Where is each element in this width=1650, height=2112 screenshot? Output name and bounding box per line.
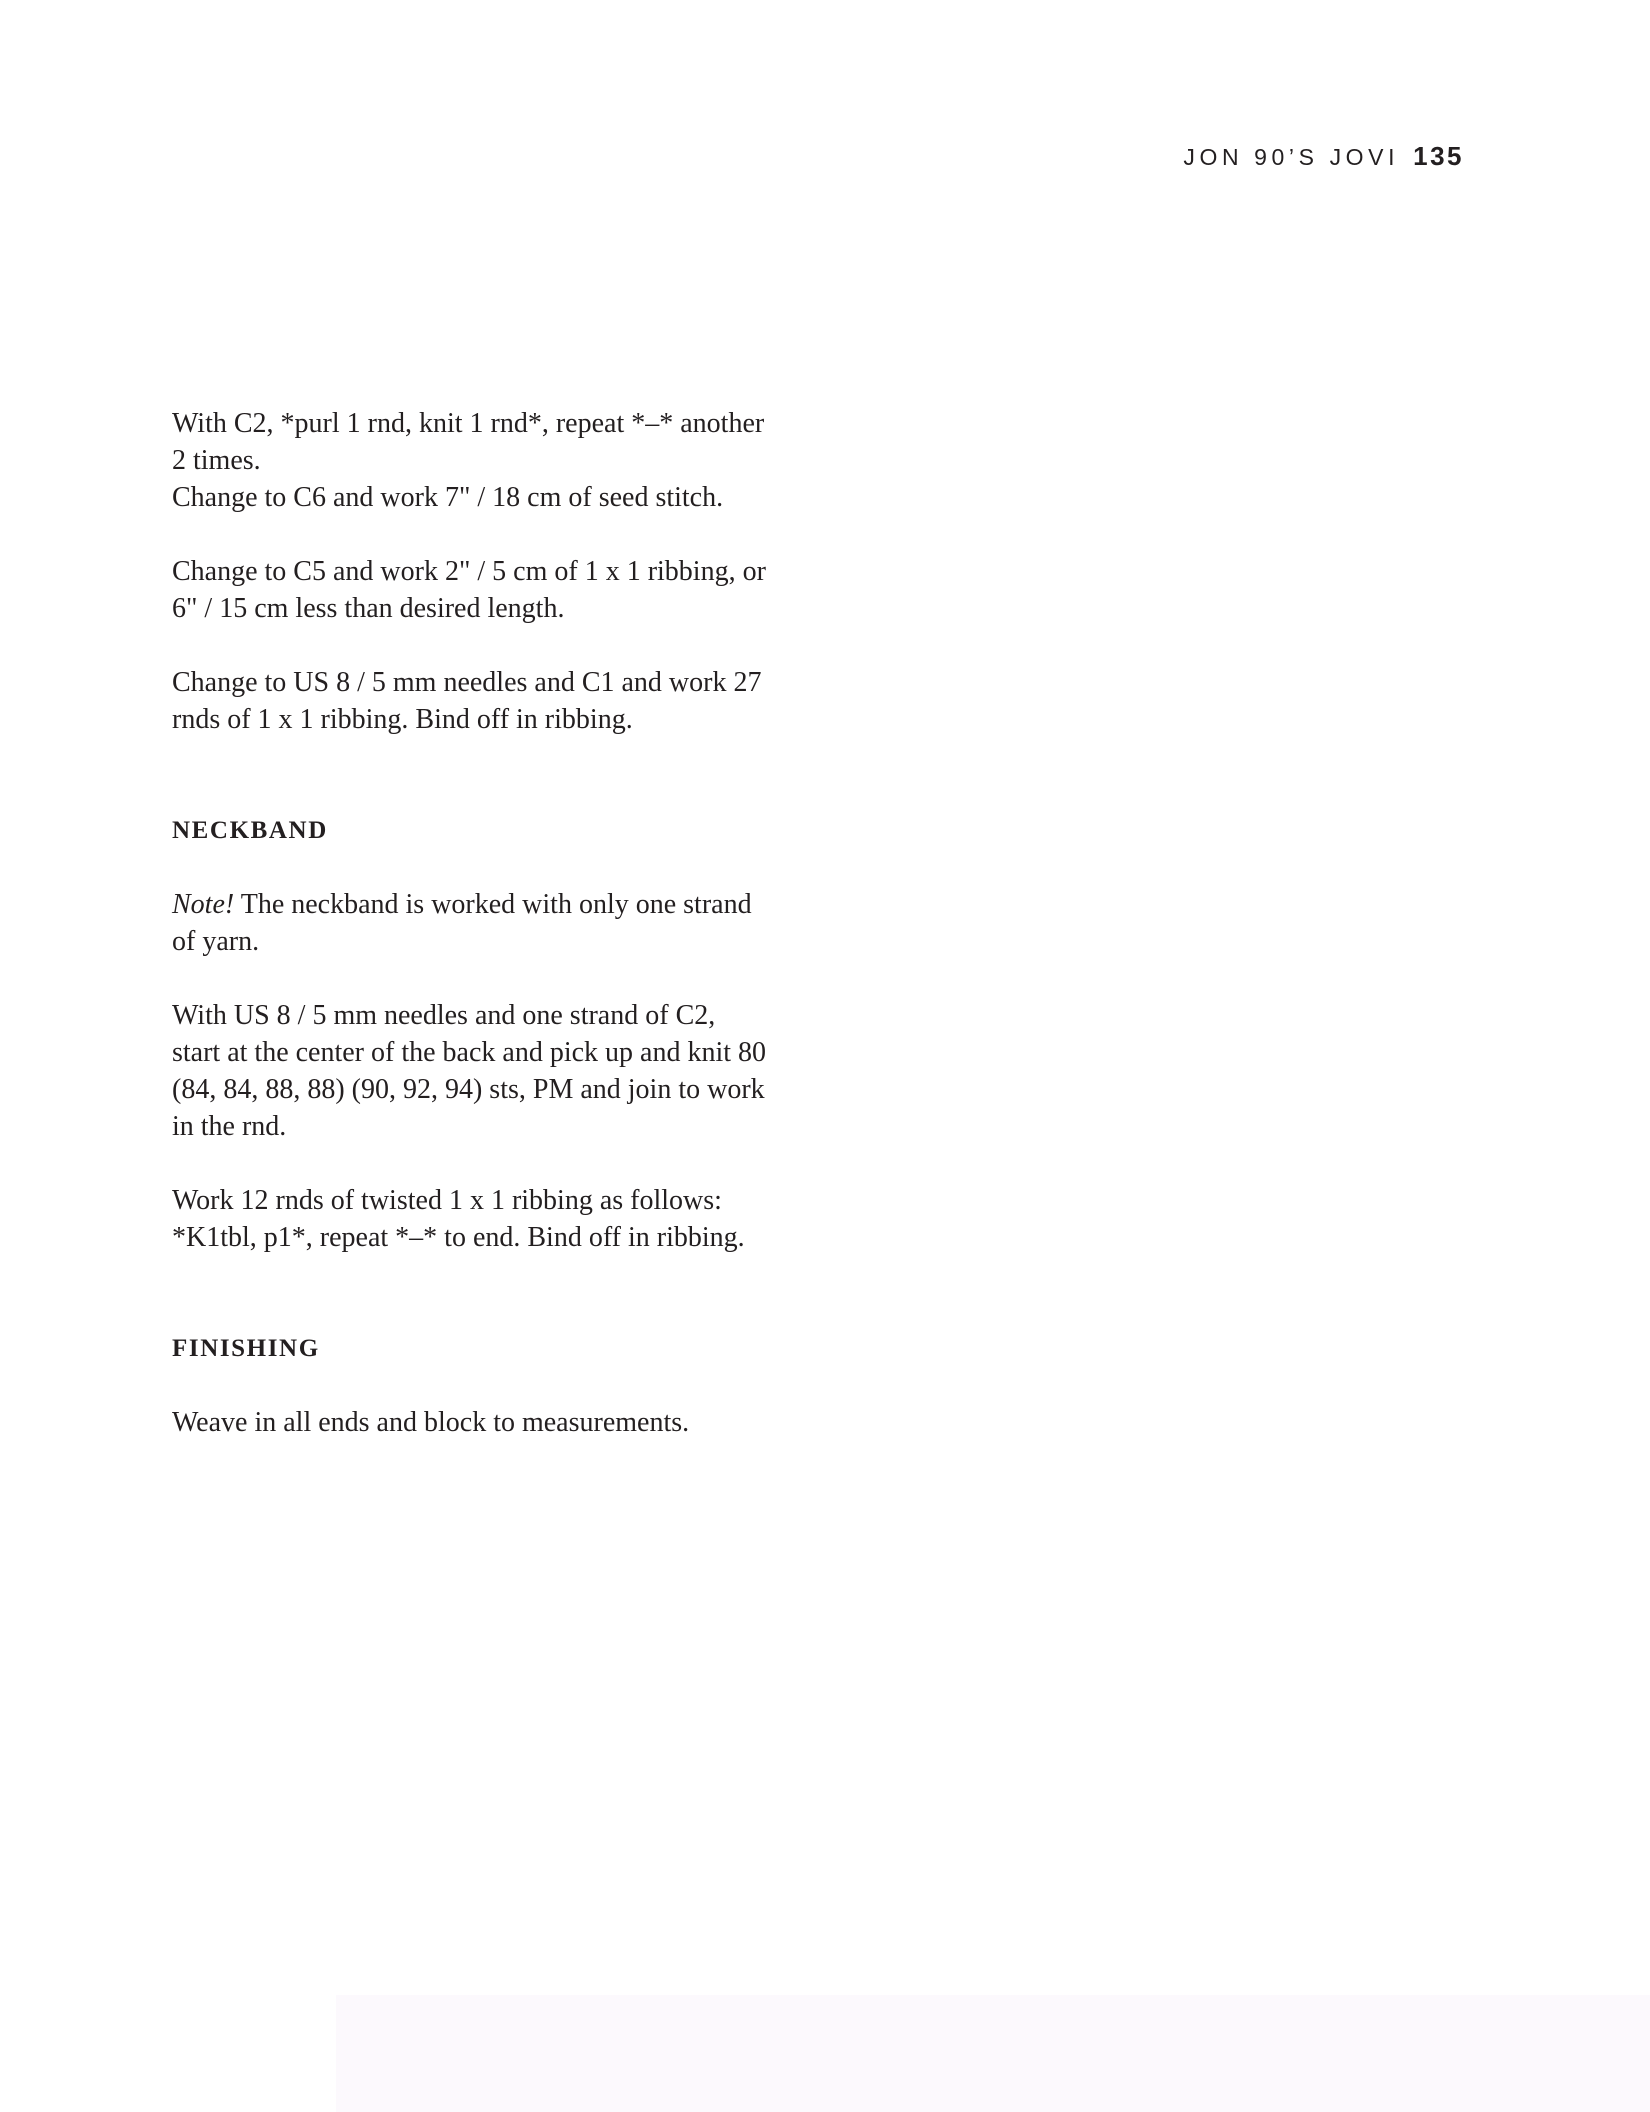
note-label: Note! <box>172 889 235 920</box>
text-line: Work 12 rnds of twisted 1 x 1 ribbing as follows: <box>172 1185 722 1216</box>
section-heading-finishing: FINISHING <box>172 1335 320 1362</box>
text-line: 2 times. <box>172 445 261 476</box>
neckband-note <box>172 886 812 960</box>
text-line: rnds of 1 x 1 ribbing. Bind off in ribbing. <box>172 704 633 735</box>
paragraph <box>172 997 812 1145</box>
text-line: With US 8 / 5 mm needles and one strand of C2, <box>172 1000 716 1031</box>
bottom-tint-band <box>336 1995 1650 2112</box>
paragraph <box>172 1404 812 1441</box>
running-header <box>1183 140 1464 177</box>
text-line: Weave in all ends and block to measurements. <box>172 1407 690 1438</box>
paragraph <box>172 664 812 738</box>
text-line: Change to C6 and work 7" / 18 cm of seed stitch. <box>172 482 724 513</box>
text-line <box>172 886 812 923</box>
text-line: 6" / 15 cm less than desired length. <box>172 593 565 624</box>
paragraph <box>172 405 812 516</box>
text-line: (84, 84, 88, 88) (90, 92, 94) sts, PM and join to work <box>172 1074 765 1105</box>
text-line: With C2, *purl 1 rnd, knit 1 rnd*, repeat *–* another <box>172 408 765 439</box>
text-line: of yarn. <box>172 926 260 957</box>
text-line: start at the center of the back and pick up and knit 80 <box>172 1037 767 1068</box>
text-line: in the rnd. <box>172 1111 287 1142</box>
text-line: Change to US 8 / 5 mm needles and C1 and work 27 <box>172 667 762 698</box>
section-heading-neckband: NECKBAND <box>172 817 328 844</box>
text-line: Change to C5 and work 2" / 5 cm of 1 x 1 ribbing, or <box>172 556 766 587</box>
paragraph <box>172 1182 812 1256</box>
section-spacer <box>172 1293 812 1330</box>
page-number: 135 <box>1413 141 1464 171</box>
text-line: *K1tbl, p1*, repeat *–* to end. Bind off in ribbing. <box>172 1222 745 1253</box>
note-text: The neckband is worked with only one strand <box>234 889 752 920</box>
paragraph <box>172 553 812 627</box>
page-body <box>172 405 812 1478</box>
running-title: JON 90’S JOVI <box>1183 144 1400 170</box>
section-spacer <box>172 775 812 812</box>
